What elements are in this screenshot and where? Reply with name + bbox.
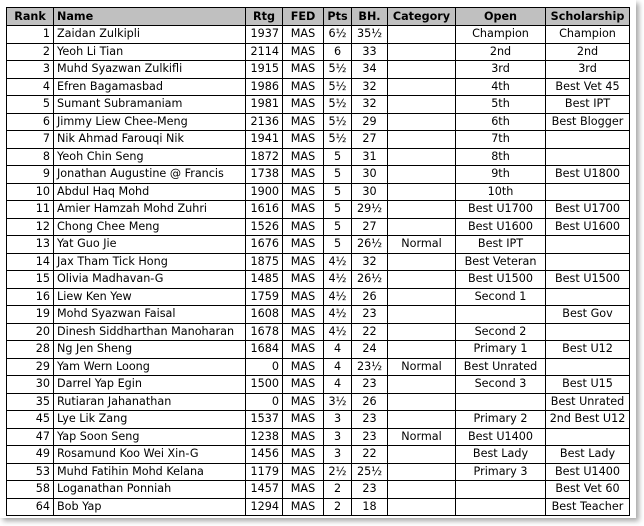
name-cell: Liew Ken Yew bbox=[54, 288, 246, 306]
table-row bbox=[7, 236, 630, 254]
federation-cell: MAS bbox=[283, 376, 324, 394]
rank-cell: 53 bbox=[7, 463, 54, 481]
rating-cell: 1526 bbox=[246, 218, 283, 236]
rank-cell: 2 bbox=[7, 43, 54, 61]
scholarship-cell: Best Vet 45 bbox=[546, 78, 630, 96]
points-cell: 4 bbox=[324, 376, 352, 394]
buchholz-cell: 31 bbox=[352, 148, 388, 166]
open-prize-cell: 8th bbox=[456, 148, 546, 166]
open-prize-cell: 4th bbox=[456, 78, 546, 96]
federation-cell: MAS bbox=[283, 183, 324, 201]
category-cell bbox=[388, 306, 456, 324]
rating-cell: 0 bbox=[246, 393, 283, 411]
category-cell bbox=[388, 61, 456, 79]
points-cell: 5½ bbox=[324, 131, 352, 149]
header-name: Name bbox=[54, 8, 246, 26]
name-cell: Jimmy Liew Chee-Meng bbox=[54, 113, 246, 131]
buchholz-cell: 26½ bbox=[352, 236, 388, 254]
buchholz-cell: 23 bbox=[352, 411, 388, 429]
federation-cell: MAS bbox=[283, 306, 324, 324]
points-cell: 2 bbox=[324, 481, 352, 499]
category-cell bbox=[388, 43, 456, 61]
category-cell bbox=[388, 166, 456, 184]
open-prize-cell: 9th bbox=[456, 166, 546, 184]
scholarship-cell: Best U12 bbox=[546, 341, 630, 359]
rating-cell: 1941 bbox=[246, 131, 283, 149]
category-cell bbox=[388, 498, 456, 516]
table-row bbox=[7, 463, 630, 481]
federation-cell: MAS bbox=[283, 61, 324, 79]
federation-cell: MAS bbox=[283, 201, 324, 219]
category-cell bbox=[388, 323, 456, 341]
table-row bbox=[7, 393, 630, 411]
rank-cell: 30 bbox=[7, 376, 54, 394]
buchholz-cell: 27 bbox=[352, 131, 388, 149]
table-row bbox=[7, 481, 630, 499]
name-cell: Rosamund Koo Wei Xin-G bbox=[54, 446, 246, 464]
category-cell: Normal bbox=[388, 428, 456, 446]
table-row bbox=[7, 341, 630, 359]
name-cell: Muhd Fatihin Mohd Kelana bbox=[54, 463, 246, 481]
rating-cell: 1616 bbox=[246, 201, 283, 219]
name-cell: Jonathan Augustine @ Francis bbox=[54, 166, 246, 184]
open-prize-cell: Primary 3 bbox=[456, 463, 546, 481]
table-row bbox=[7, 288, 630, 306]
open-prize-cell bbox=[456, 481, 546, 499]
category-cell bbox=[388, 446, 456, 464]
category-cell bbox=[388, 341, 456, 359]
rating-cell: 1179 bbox=[246, 463, 283, 481]
federation-cell: MAS bbox=[283, 96, 324, 114]
name-cell: Mohd Syazwan Faisal bbox=[54, 306, 246, 324]
category-cell bbox=[388, 463, 456, 481]
name-cell: Lye Lik Zang bbox=[54, 411, 246, 429]
buchholz-cell: 23 bbox=[352, 306, 388, 324]
points-cell: 3½ bbox=[324, 393, 352, 411]
scholarship-cell: Best IPT bbox=[546, 96, 630, 114]
table-row bbox=[7, 428, 630, 446]
points-cell: 5½ bbox=[324, 96, 352, 114]
buchholz-cell: 27 bbox=[352, 218, 388, 236]
buchholz-cell: 23½ bbox=[352, 358, 388, 376]
header-rating: Rtg bbox=[246, 8, 283, 26]
table-row bbox=[7, 113, 630, 131]
open-prize-cell bbox=[456, 498, 546, 516]
name-cell: Abdul Haq Mohd bbox=[54, 183, 246, 201]
rank-cell: 1 bbox=[7, 26, 54, 44]
buchholz-cell: 29½ bbox=[352, 201, 388, 219]
category-cell bbox=[388, 183, 456, 201]
scholarship-cell bbox=[546, 253, 630, 271]
table-row bbox=[7, 131, 630, 149]
table-row bbox=[7, 183, 630, 201]
rank-cell: 12 bbox=[7, 218, 54, 236]
points-cell: 4½ bbox=[324, 253, 352, 271]
header-scholarship: Scholarship bbox=[546, 8, 630, 26]
open-prize-cell: 3rd bbox=[456, 61, 546, 79]
rank-cell: 9 bbox=[7, 166, 54, 184]
rating-cell: 1456 bbox=[246, 446, 283, 464]
buchholz-cell: 32 bbox=[352, 96, 388, 114]
buchholz-cell: 29 bbox=[352, 113, 388, 131]
buchholz-cell: 32 bbox=[352, 253, 388, 271]
table-row bbox=[7, 43, 630, 61]
table-row bbox=[7, 306, 630, 324]
points-cell: 4½ bbox=[324, 323, 352, 341]
category-cell bbox=[388, 288, 456, 306]
scholarship-cell: Best Unrated bbox=[546, 393, 630, 411]
points-cell: 5 bbox=[324, 218, 352, 236]
rank-cell: 47 bbox=[7, 428, 54, 446]
rating-cell: 1875 bbox=[246, 253, 283, 271]
category-cell bbox=[388, 411, 456, 429]
points-cell: 4½ bbox=[324, 306, 352, 324]
name-cell: Jax Tham Tick Hong bbox=[54, 253, 246, 271]
category-cell bbox=[388, 78, 456, 96]
open-prize-cell: Second 3 bbox=[456, 376, 546, 394]
rank-cell: 10 bbox=[7, 183, 54, 201]
open-prize-cell: 5th bbox=[456, 96, 546, 114]
scholarship-cell: 2nd Best U12 bbox=[546, 411, 630, 429]
category-cell bbox=[388, 376, 456, 394]
name-cell: Ng Jen Sheng bbox=[54, 341, 246, 359]
rating-cell: 1872 bbox=[246, 148, 283, 166]
points-cell: 4½ bbox=[324, 288, 352, 306]
points-cell: 5 bbox=[324, 201, 352, 219]
category-cell: Normal bbox=[388, 358, 456, 376]
rank-cell: 15 bbox=[7, 271, 54, 289]
federation-cell: MAS bbox=[283, 481, 324, 499]
scholarship-cell: Best U15 bbox=[546, 376, 630, 394]
scholarship-cell: 3rd bbox=[546, 61, 630, 79]
scholarship-cell bbox=[546, 183, 630, 201]
rating-cell: 1608 bbox=[246, 306, 283, 324]
buchholz-cell: 22 bbox=[352, 323, 388, 341]
rating-cell: 1684 bbox=[246, 341, 283, 359]
federation-cell: MAS bbox=[283, 26, 324, 44]
rating-cell: 1678 bbox=[246, 323, 283, 341]
rating-cell: 1937 bbox=[246, 26, 283, 44]
federation-cell: MAS bbox=[283, 253, 324, 271]
points-cell: 2½ bbox=[324, 463, 352, 481]
category-cell bbox=[388, 201, 456, 219]
points-cell: 5½ bbox=[324, 113, 352, 131]
rank-cell: 28 bbox=[7, 341, 54, 359]
buchholz-cell: 26 bbox=[352, 288, 388, 306]
table-row bbox=[7, 446, 630, 464]
open-prize-cell: Best IPT bbox=[456, 236, 546, 254]
open-prize-cell: Primary 2 bbox=[456, 411, 546, 429]
table-row bbox=[7, 323, 630, 341]
header-row bbox=[7, 8, 630, 26]
open-prize-cell bbox=[456, 393, 546, 411]
scholarship-cell: Best Blogger bbox=[546, 113, 630, 131]
table-body bbox=[7, 26, 630, 516]
name-cell: Yeoh Chin Seng bbox=[54, 148, 246, 166]
open-prize-cell: Best U1700 bbox=[456, 201, 546, 219]
name-cell: Nik Ahmad Farouqi Nik bbox=[54, 131, 246, 149]
scholarship-cell bbox=[546, 131, 630, 149]
category-cell bbox=[388, 131, 456, 149]
rank-cell: 20 bbox=[7, 323, 54, 341]
name-cell: Yat Guo Jie bbox=[54, 236, 246, 254]
rating-cell: 2136 bbox=[246, 113, 283, 131]
open-prize-cell: Second 1 bbox=[456, 288, 546, 306]
buchholz-cell: 30 bbox=[352, 166, 388, 184]
scholarship-cell bbox=[546, 236, 630, 254]
rating-cell: 1759 bbox=[246, 288, 283, 306]
federation-cell: MAS bbox=[283, 43, 324, 61]
open-prize-cell: Champion bbox=[456, 26, 546, 44]
name-cell: Bob Yap bbox=[54, 498, 246, 516]
scholarship-cell: Best Lady bbox=[546, 446, 630, 464]
table-row bbox=[7, 26, 630, 44]
name-cell: Darrel Yap Egin bbox=[54, 376, 246, 394]
federation-cell: MAS bbox=[283, 393, 324, 411]
scholarship-cell bbox=[546, 358, 630, 376]
rating-cell: 1500 bbox=[246, 376, 283, 394]
points-cell: 3 bbox=[324, 428, 352, 446]
scholarship-cell: Champion bbox=[546, 26, 630, 44]
buchholz-cell: 26 bbox=[352, 393, 388, 411]
open-prize-cell: 7th bbox=[456, 131, 546, 149]
buchholz-cell: 35½ bbox=[352, 26, 388, 44]
buchholz-cell: 22 bbox=[352, 446, 388, 464]
name-cell: Sumant Subramaniam bbox=[54, 96, 246, 114]
table-row bbox=[7, 376, 630, 394]
category-cell bbox=[388, 218, 456, 236]
rank-cell: 7 bbox=[7, 131, 54, 149]
rating-cell: 1981 bbox=[246, 96, 283, 114]
points-cell: 2 bbox=[324, 498, 352, 516]
federation-cell: MAS bbox=[283, 446, 324, 464]
scholarship-cell: Best U1600 bbox=[546, 218, 630, 236]
scholarship-cell: Best Teacher bbox=[546, 498, 630, 516]
results-table bbox=[6, 7, 630, 516]
rating-cell: 1485 bbox=[246, 271, 283, 289]
points-cell: 5 bbox=[324, 148, 352, 166]
table-row bbox=[7, 96, 630, 114]
buchholz-cell: 23 bbox=[352, 428, 388, 446]
rating-cell: 1986 bbox=[246, 78, 283, 96]
category-cell bbox=[388, 26, 456, 44]
points-cell: 3 bbox=[324, 446, 352, 464]
points-cell: 4½ bbox=[324, 271, 352, 289]
scholarship-cell: Best Gov bbox=[546, 306, 630, 324]
header-open: Open bbox=[456, 8, 546, 26]
federation-cell: MAS bbox=[283, 166, 324, 184]
rank-cell: 58 bbox=[7, 481, 54, 499]
rating-cell: 1238 bbox=[246, 428, 283, 446]
name-cell: Rutiaran Jahanathan bbox=[54, 393, 246, 411]
open-prize-cell: Best Unrated bbox=[456, 358, 546, 376]
category-cell bbox=[388, 113, 456, 131]
header-rank: Rank bbox=[7, 8, 54, 26]
name-cell: Chong Chee Meng bbox=[54, 218, 246, 236]
federation-cell: MAS bbox=[283, 236, 324, 254]
table-row bbox=[7, 201, 630, 219]
rating-cell: 1294 bbox=[246, 498, 283, 516]
name-cell: Yap Soon Seng bbox=[54, 428, 246, 446]
scholarship-cell bbox=[546, 288, 630, 306]
scholarship-cell: Best U1500 bbox=[546, 271, 630, 289]
points-cell: 6½ bbox=[324, 26, 352, 44]
federation-cell: MAS bbox=[283, 411, 324, 429]
name-cell: Yam Wern Loong bbox=[54, 358, 246, 376]
points-cell: 4 bbox=[324, 341, 352, 359]
name-cell: Olivia Madhavan-G bbox=[54, 271, 246, 289]
open-prize-cell: Best Veteran bbox=[456, 253, 546, 271]
buchholz-cell: 34 bbox=[352, 61, 388, 79]
category-cell bbox=[388, 481, 456, 499]
rank-cell: 49 bbox=[7, 446, 54, 464]
rating-cell: 1537 bbox=[246, 411, 283, 429]
rank-cell: 35 bbox=[7, 393, 54, 411]
points-cell: 5 bbox=[324, 236, 352, 254]
points-cell: 4 bbox=[324, 358, 352, 376]
open-prize-cell: 6th bbox=[456, 113, 546, 131]
rank-cell: 5 bbox=[7, 96, 54, 114]
federation-cell: MAS bbox=[283, 218, 324, 236]
header-points: Pts bbox=[324, 8, 352, 26]
table-row bbox=[7, 498, 630, 516]
table-row bbox=[7, 148, 630, 166]
scholarship-cell bbox=[546, 428, 630, 446]
open-prize-cell: Best U1400 bbox=[456, 428, 546, 446]
rank-cell: 8 bbox=[7, 148, 54, 166]
scholarship-cell bbox=[546, 148, 630, 166]
rating-cell: 2114 bbox=[246, 43, 283, 61]
points-cell: 5 bbox=[324, 183, 352, 201]
header-buchholz: BH. bbox=[352, 8, 388, 26]
buchholz-cell: 33 bbox=[352, 43, 388, 61]
table-row bbox=[7, 271, 630, 289]
category-cell bbox=[388, 271, 456, 289]
federation-cell: MAS bbox=[283, 498, 324, 516]
open-prize-cell: Best U1500 bbox=[456, 271, 546, 289]
name-cell: Loganathan Ponniah bbox=[54, 481, 246, 499]
name-cell: Amier Hamzah Mohd Zuhri bbox=[54, 201, 246, 219]
open-prize-cell: 10th bbox=[456, 183, 546, 201]
buchholz-cell: 23 bbox=[352, 376, 388, 394]
rating-cell: 1900 bbox=[246, 183, 283, 201]
table-row bbox=[7, 218, 630, 236]
federation-cell: MAS bbox=[283, 323, 324, 341]
scholarship-cell: Best Vet 60 bbox=[546, 481, 630, 499]
rank-cell: 29 bbox=[7, 358, 54, 376]
table-row bbox=[7, 61, 630, 79]
header-category: Category bbox=[388, 8, 456, 26]
rank-cell: 11 bbox=[7, 201, 54, 219]
rank-cell: 6 bbox=[7, 113, 54, 131]
points-cell: 6 bbox=[324, 43, 352, 61]
category-cell bbox=[388, 96, 456, 114]
rank-cell: 64 bbox=[7, 498, 54, 516]
buchholz-cell: 24 bbox=[352, 341, 388, 359]
open-prize-cell: Best Lady bbox=[456, 446, 546, 464]
points-cell: 5½ bbox=[324, 61, 352, 79]
scholarship-cell: Best U1700 bbox=[546, 201, 630, 219]
open-prize-cell: Primary 1 bbox=[456, 341, 546, 359]
federation-cell: MAS bbox=[283, 271, 324, 289]
open-prize-cell: Best U1600 bbox=[456, 218, 546, 236]
buchholz-cell: 26½ bbox=[352, 271, 388, 289]
name-cell: Yeoh Li Tian bbox=[54, 43, 246, 61]
points-cell: 5 bbox=[324, 166, 352, 184]
rating-cell: 1738 bbox=[246, 166, 283, 184]
rank-cell: 3 bbox=[7, 61, 54, 79]
header-federation: FED bbox=[283, 8, 324, 26]
federation-cell: MAS bbox=[283, 463, 324, 481]
federation-cell: MAS bbox=[283, 428, 324, 446]
scholarship-cell: Best U1400 bbox=[546, 463, 630, 481]
name-cell: Dinesh Siddharthan Manoharan bbox=[54, 323, 246, 341]
table-row bbox=[7, 411, 630, 429]
points-cell: 5½ bbox=[324, 78, 352, 96]
open-prize-cell bbox=[456, 306, 546, 324]
federation-cell: MAS bbox=[283, 358, 324, 376]
scholarship-cell bbox=[546, 323, 630, 341]
name-cell: Efren Bagamasbad bbox=[54, 78, 246, 96]
rank-cell: 16 bbox=[7, 288, 54, 306]
category-cell bbox=[388, 253, 456, 271]
buchholz-cell: 30 bbox=[352, 183, 388, 201]
rating-cell: 1915 bbox=[246, 61, 283, 79]
rank-cell: 4 bbox=[7, 78, 54, 96]
buchholz-cell: 23 bbox=[352, 481, 388, 499]
open-prize-cell: Second 2 bbox=[456, 323, 546, 341]
name-cell: Zaidan Zulkipli bbox=[54, 26, 246, 44]
federation-cell: MAS bbox=[283, 148, 324, 166]
federation-cell: MAS bbox=[283, 131, 324, 149]
rank-cell: 19 bbox=[7, 306, 54, 324]
table-row bbox=[7, 253, 630, 271]
open-prize-cell: 2nd bbox=[456, 43, 546, 61]
rank-cell: 45 bbox=[7, 411, 54, 429]
federation-cell: MAS bbox=[283, 78, 324, 96]
buchholz-cell: 25½ bbox=[352, 463, 388, 481]
table-row bbox=[7, 78, 630, 96]
rank-cell: 13 bbox=[7, 236, 54, 254]
rating-cell: 0 bbox=[246, 358, 283, 376]
rating-cell: 1457 bbox=[246, 481, 283, 499]
category-cell bbox=[388, 393, 456, 411]
rank-cell: 14 bbox=[7, 253, 54, 271]
name-cell: Muhd Syazwan Zulkifli bbox=[54, 61, 246, 79]
federation-cell: MAS bbox=[283, 288, 324, 306]
scholarship-cell: Best U1800 bbox=[546, 166, 630, 184]
points-cell: 3 bbox=[324, 411, 352, 429]
federation-cell: MAS bbox=[283, 113, 324, 131]
category-cell: Normal bbox=[388, 236, 456, 254]
scholarship-cell: 2nd bbox=[546, 43, 630, 61]
buchholz-cell: 18 bbox=[352, 498, 388, 516]
table-row bbox=[7, 166, 630, 184]
rating-cell: 1676 bbox=[246, 236, 283, 254]
table-row bbox=[7, 358, 630, 376]
category-cell bbox=[388, 148, 456, 166]
federation-cell: MAS bbox=[283, 341, 324, 359]
buchholz-cell: 32 bbox=[352, 78, 388, 96]
